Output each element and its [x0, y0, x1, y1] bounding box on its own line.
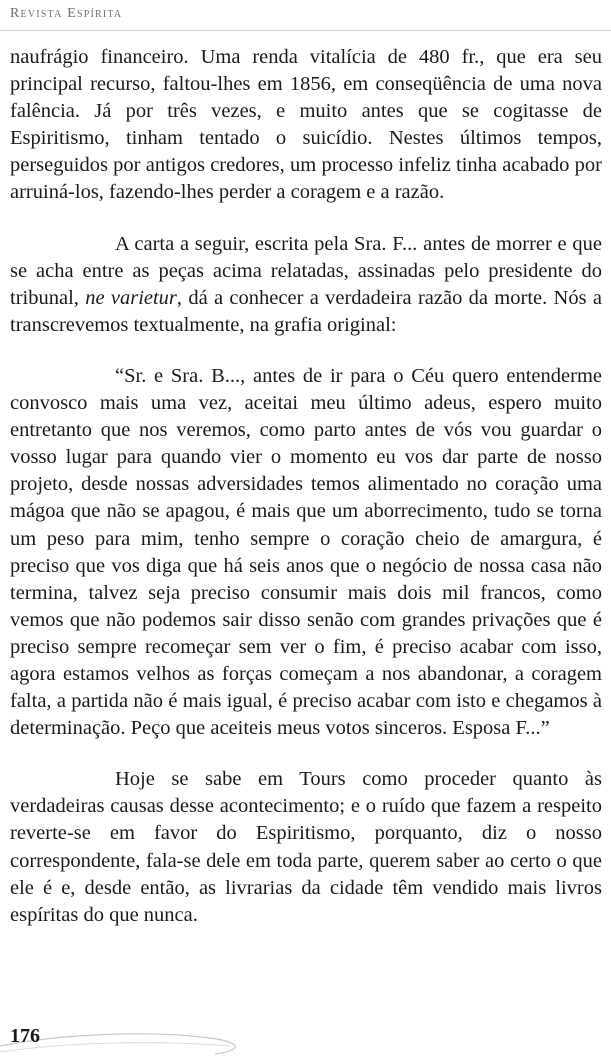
- quoted-letter: “Sr. e Sra. B..., antes de ir para o Céu quero entenderme convosco mais uma vez, aceitai meu último adeus, espero muito entretanto que nos veremos, como parto antes de vós vou guardar o vosso lugar para quando vier o momento eu vos dar parte de nosso projeto, desde nossas adversidades temos alimentado no coração uma mágoa que não se apagou, é mais que um aborrecimento, tudo se torna um peso para mim, tenho sempre o coração cheio de amargura, é preciso que vos diga que há seis anos que o negócio de nossa casa não termina, talvez seja preciso consumir mais dois mil francos, como vemos que não podemos sair disso senão com grandes privações que é preciso sempre recomeçar sem ver o fim, é preciso acabar com isso, agora estamos velhos as forças começam a nos abandonar, a coragem falta, a partida não é mais igual, é preciso acabar com isto e chegamos à determinação. Peço que aceiteis meus votos sinceros. Esposa F...”: [10, 364, 602, 740]
- page-number: 176: [10, 1025, 40, 1047]
- paragraph-2-italic-phrase: ne varietur: [85, 286, 177, 309]
- paragraph-4: Hoje se sabe em Tours como proceder quanto às verdadeiras causas desse acontecimento; e o ruído que fazem a respeito reverte-se em favor do Espiritismo, porquanto, diz o nosso correspondente, fala-se dele em toda parte, querem saber ao certo o que ele é e, desde então, as livrarias da cidade têm vendido mais livros espíritas do que nunca.: [10, 768, 602, 926]
- header-rule: [0, 30, 611, 31]
- page-body: [10, 44, 602, 929]
- paragraph-2-text-a: A carta a seguir, escrita pela Sra. F... antes de morrer e que se acha entre as peças acima relatadas, assinadas pelo presidente do tribunal,: [10, 232, 602, 309]
- running-head-title: Revista Espírita: [10, 6, 123, 21]
- paragraph-1: naufrágio financeiro. Uma renda vitalícia de 480 fr., que era seu principal recurso, faltou-lhes em 1856, em conseqüência de uma nova falência. Já por três vezes, e muito antes que se cogitasse de Espiritismo, tinham tentado o suicídio. Nestes últimos tempos, perseguidos por antigos credores, um processo infeliz tinha acabado por arruiná-los, fazendo-lhes perder a coragem e a razão.: [10, 46, 602, 204]
- paragraph-2: [10, 231, 602, 339]
- paragraph-2-text-b: , dá a conhecer a verdadeira razão da morte. Nós a transcrevemos textualmente, na grafia original:: [10, 286, 602, 336]
